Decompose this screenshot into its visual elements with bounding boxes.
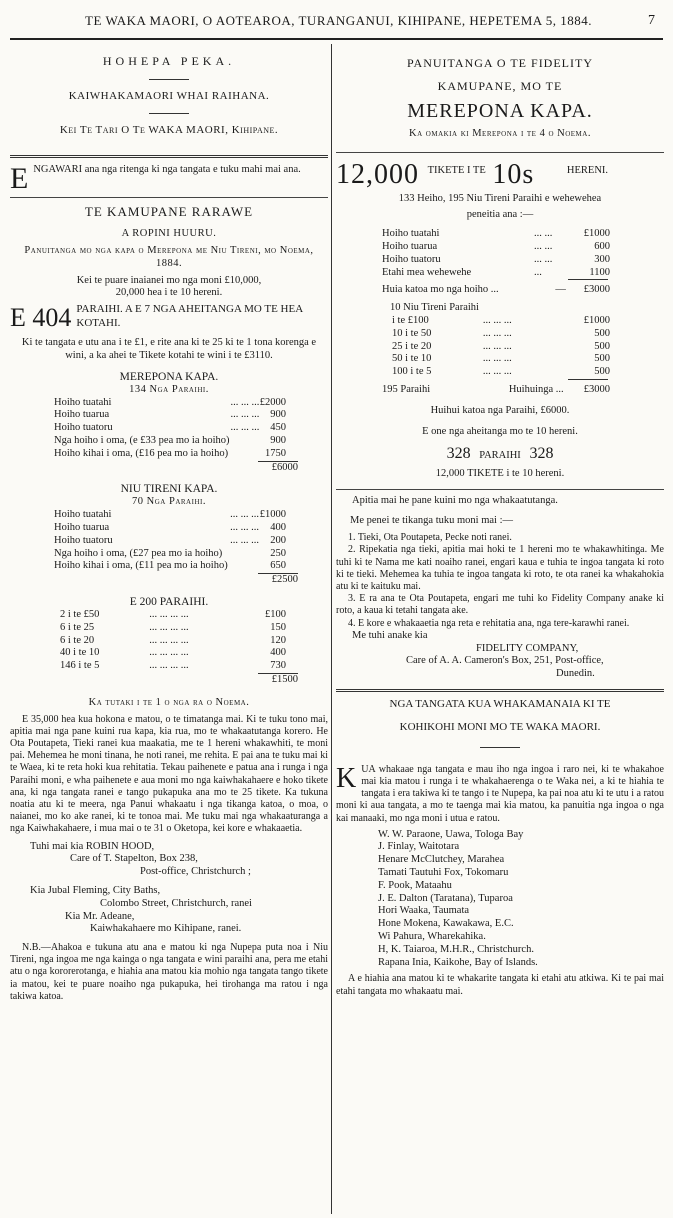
tangata-paragraph: Ki te tangata e utu ana i te £1, e rite ana ki te 25 ki te 1 tona korenga e wini, a ka ahei te Tikete kotahi te wini i te £3110. xyxy=(21,337,317,362)
careof-line: Care of A. A. Cameron's Box, 251, Post-office, xyxy=(406,655,604,667)
e200-title: E 200 PARAIHI. xyxy=(129,596,209,609)
left-column xyxy=(10,44,328,1214)
rule xyxy=(10,197,328,198)
rule xyxy=(336,489,664,490)
page-header xyxy=(18,6,659,36)
row-dots: ... ... xyxy=(533,228,553,240)
right-column xyxy=(336,44,664,1214)
row-value: £1000 xyxy=(259,509,286,521)
hoiho-rule xyxy=(568,279,608,280)
table-row xyxy=(382,267,610,280)
niu-rule xyxy=(568,379,608,380)
agent-name: Hori Waaka, Taumata xyxy=(378,905,470,917)
row-label: Hoiho kihai i oma, (£11 pea mo ia hoiho) xyxy=(54,560,228,572)
huihuinga-label: Huihuinga ... xyxy=(508,383,564,395)
table-row xyxy=(54,509,286,522)
row-label: Hoiho tuarua xyxy=(54,522,110,534)
company-title: TE KAMUPANE RARAWE xyxy=(84,204,254,220)
agent-name: Hone Mokena, Kawakawa, E.C. xyxy=(378,918,514,930)
row-value: 400 xyxy=(270,522,286,534)
niutireni-sub: 70 Nga Paraihi. xyxy=(132,496,206,508)
katutaki-line: Ka tutaki i te 1 o nga ra o Noema. xyxy=(88,696,250,708)
fidelity-title1: PANUITANGA O TE FIDELITY xyxy=(406,56,594,70)
agent-name: W. W. Paraone, Uawa, Tologa Bay xyxy=(378,828,524,840)
table-row xyxy=(60,635,286,648)
row-dots: ... ... ... ... xyxy=(149,609,189,621)
agent-name: F. Pook, Mataahu xyxy=(378,879,452,891)
drop-cap-k: K xyxy=(336,763,357,794)
item-2: 2. Ripekatia nga tieki, apitia mai hoki te 1 hereni mo te whakawhitinga. Me tuhi ki te Nama me kati noaiho ranei, engari kaua e tuhia te ingoa tangata ki roto ki te tieki. Mehemea ka tuhia te ingoa tangata ki roto, te ota ranei ka whakahokia atu ki te kaituku mai. xyxy=(336,544,664,592)
table-row xyxy=(54,422,286,435)
row-dots: ... ... ... xyxy=(230,534,259,546)
row-dots xyxy=(230,548,259,561)
paraihi-count: 195 Paraihi xyxy=(382,383,431,395)
row-dots xyxy=(231,448,260,461)
e200-total: £1500 xyxy=(258,673,298,687)
agent-name: J. E. Dalton (Taratana), Tuparoa xyxy=(378,892,513,904)
p328-line xyxy=(336,444,664,464)
table-row xyxy=(382,228,610,241)
metuhi-line: Me tuhi anake kia xyxy=(352,629,428,641)
row-value: £100 xyxy=(265,609,286,621)
fidelity-title3: MEREPONA KAPA. xyxy=(407,100,593,123)
row-value: 500 xyxy=(594,366,610,378)
double-rule xyxy=(10,155,328,158)
row-dots: ... ... ... xyxy=(482,340,512,352)
row-value: £1000 xyxy=(583,228,610,240)
row-dots: ... ... ... xyxy=(482,366,512,378)
hereni-text: HERENI. xyxy=(566,165,609,177)
row-value: 250 xyxy=(270,547,286,559)
row-value: 200 xyxy=(270,534,286,546)
row-value: 500 xyxy=(594,353,610,365)
row-dots: ... ... ... ... xyxy=(149,660,189,672)
table-row xyxy=(392,366,610,379)
tuhi-line: Tuhi mai kia ROBIN HOOD, xyxy=(30,840,155,852)
omakia-line: Ka omakia ki Merepona i te 4 o Noema. xyxy=(409,127,591,139)
table-row xyxy=(54,448,286,461)
merepona-sub: 134 Nga Paraihi. xyxy=(129,383,209,395)
row-label: Hoiho tuatahi xyxy=(382,228,440,240)
fidelity-title2: KAMUPANE, MO TE xyxy=(437,78,563,93)
e200-table xyxy=(60,609,286,673)
row-value: £1000 xyxy=(583,314,610,326)
e404-big: E 404 xyxy=(10,303,72,332)
table-row xyxy=(382,254,610,267)
table-row xyxy=(60,622,286,635)
huihuinga-value: £3000 xyxy=(583,383,610,395)
row-value: 600 xyxy=(594,240,610,252)
row-label: 10 i te 50 xyxy=(392,327,432,339)
agent-name: Rapana Inia, Kaikohe, Bay of Islands. xyxy=(378,956,538,968)
table-row xyxy=(392,353,610,366)
care-line2: Post-office, Christchurch ; xyxy=(140,866,251,878)
para1: E 35,000 hea kua hokona e matou, o te timatanga mai. Ki te tuku tono mai, apitia mai nga pane kuini rua kapa, kia rua, mo te whakaatutanga korero. He Ota Poutapeta, Tieki ranei kua maakatia, me te 1 hereni whakawhiti, te moni pai. Mehemea he moni tinana, he noti ranei, me rehita. E pai ana te tuku mai ki te Waea, ki te reta hoki kua rehitatia. Tekau paihenete e patua ana i runga i nga Paraihi moni, e wha paihenete e aua moni mo nga kaiwhakahaere e hoko tikete ana, ki nga tangata ranei e tango pukapuka ana mo te 25 tikete. Ka tukuna noatia atu ki te meera, nga Panui whakaatu i nga tikanga katoa, o moa, o naianei, mo ko ake ranei, ki te tonoa mai. Me tuku mai nga whakaaturanga a nga Kaiwhakahaere, i mua mai o te 31 o Oketopa, kei kore e whakaaetia. xyxy=(10,713,328,835)
header-rule xyxy=(10,38,663,40)
nga-tangata-title2: KOHIKOHI MONI MO TE WAKA MAORI. xyxy=(399,721,601,734)
ropini-line: A ROPINI HUURU. xyxy=(121,228,217,240)
items-list xyxy=(336,532,664,630)
agent-name: Henare McClutchey, Marahea xyxy=(378,854,505,866)
row-value: 730 xyxy=(270,660,286,672)
tikete-number: 12,000 xyxy=(336,159,419,191)
tikete-line xyxy=(336,158,664,192)
item-4: 4. E kore e whakaaetia nga reta e rehitatia ana, nga tere-karawhi ranei. xyxy=(348,617,630,629)
panui-line: Panuitanga mo nga kapa o Merepona me Niu Tireni, mo Noema, 1884. xyxy=(24,245,314,269)
p328-left: 328 xyxy=(446,445,471,463)
table-row xyxy=(392,328,610,341)
huia-dash: — xyxy=(555,284,566,296)
row-label: Hoiho tuatoru xyxy=(54,422,113,434)
apitia-line: Apitia mai he pane kuini mo nga whakaatutanga. xyxy=(352,494,558,506)
row-value: 900 xyxy=(270,409,286,421)
paraihi-total-table xyxy=(382,384,610,397)
table-row xyxy=(54,397,286,410)
row-dots: ... ... ... xyxy=(230,422,260,434)
table-row xyxy=(60,660,286,673)
table-row xyxy=(60,647,286,660)
drop-cap: E xyxy=(10,164,29,193)
row-label: Hoiho tuatoru xyxy=(382,253,441,265)
row-dots xyxy=(231,435,260,448)
merepona-total: £6000 xyxy=(258,461,298,475)
kia2-line: Kia Mr. Adeane, xyxy=(65,910,135,922)
penei-line: Me penei te tikanga tuku moni mai :— xyxy=(350,515,514,527)
merepona-title: MEREPONA KAPA. xyxy=(119,370,219,383)
row-value: 1100 xyxy=(589,266,610,278)
merepona-table xyxy=(54,397,286,461)
agent-name: Wi Pahura, Wharekahika. xyxy=(378,931,486,943)
huia-label: Huia katoa mo nga hoiho ... xyxy=(382,284,499,296)
row-label: Nga hoiho i oma, (£27 pea mo ia hoiho) xyxy=(54,547,223,559)
row-value: 650 xyxy=(270,560,286,572)
table-row xyxy=(382,241,610,254)
huia-table xyxy=(382,284,610,297)
short-rule xyxy=(149,113,189,114)
row-label: 146 i te 5 xyxy=(60,660,100,672)
niutireni-title: NIU TIRENI KAPA. xyxy=(120,483,218,496)
row-dots: ... ... ... xyxy=(230,396,260,408)
table-row xyxy=(54,435,286,448)
row-label: 6 i te 25 xyxy=(60,621,95,633)
huia-value: £3000 xyxy=(583,284,610,296)
hea-line: 20,000 hea i te 10 hereni. xyxy=(115,287,223,299)
row-dots: ... ... xyxy=(533,240,553,252)
row-label: Hoiho tuarua xyxy=(382,240,438,252)
page-number: 7 xyxy=(648,13,655,28)
row-dots: ... ... ... xyxy=(482,314,512,326)
row-dots: ... ... ... ... xyxy=(149,634,189,646)
tikete-text: TIKETE I TE xyxy=(427,165,486,177)
row-value: 400 xyxy=(270,647,286,659)
peneitia-line: peneitia ana :— xyxy=(466,209,534,221)
table-row xyxy=(392,315,610,328)
agent-name: Tamati Tautuhi Fox, Tokomaru xyxy=(378,867,509,879)
fidelity-company: FIDELITY COMPANY, xyxy=(476,642,579,654)
kua-paragraph xyxy=(336,764,664,825)
ngawari-notice xyxy=(10,164,328,192)
row-label: 50 i te 10 xyxy=(392,353,432,365)
tikete-10s: 10s xyxy=(492,159,535,191)
care-line1: Care of T. Stapelton, Box 238, xyxy=(70,853,198,865)
row-label: Etahi mea wehewehe xyxy=(382,266,472,278)
item-3: 3. E ra ana te Ota Poutapeta, engari me tuhi ko Fidelity Company anake ki roto, a kaua ki tetahi tangata ake. xyxy=(336,593,664,617)
table-row xyxy=(54,522,286,535)
row-value: 120 xyxy=(270,634,286,646)
table-row xyxy=(54,409,286,422)
nb-paragraph: N.B.—Ahakoa e tukuna atu ana e matou ki nga Nupepa puta noa i Niu Tireni, nga ingoa me nga kainga o nga tangata e wini paraihi ana, pera me etahi atu o nga kororerotanga, e hiahia ana matou kia mohio nga tangata tango tikete ia matou, kei te puare noaiho nga pukapuka, hei tirohanga ma ratou i nga takiwa katoa. xyxy=(10,942,328,1002)
double-rule xyxy=(336,689,664,692)
row-dots: ... ... ... ... xyxy=(149,647,189,659)
row-label: i te £100 xyxy=(392,314,429,326)
table-row xyxy=(60,609,286,622)
row-value: £2000 xyxy=(259,396,286,408)
row-value: 1750 xyxy=(265,447,286,459)
agent-name: H, K. Taiaroa, M.H.R., Christchurch. xyxy=(378,943,534,955)
rule xyxy=(336,152,664,153)
row-label: 40 i te 10 xyxy=(60,647,100,659)
short-rule xyxy=(149,79,189,80)
table-row xyxy=(392,341,610,354)
closing-paragraph: A e hiahia ana matou ki te whakarite tangata ki etahi atu atkiwa. Ki te pai mai etahi tangata mo whakaatu mai. xyxy=(336,973,664,997)
hohepa-title: HOHEPA PEKA. xyxy=(102,54,236,68)
niu-header: 10 Niu Tireni Paraihi xyxy=(390,302,479,314)
kia1b-line: Colombo Street, Christchurch, ranei xyxy=(100,897,252,909)
kua-text: UA whakaae nga tangata e mau iho nga ingoa i raro nei, ki te whakahoe mai kia matou i runga i te whakahaerenga o te Waka nei, a ki te hiahia te tangata i era takiwa ki te tango i te Nupepa, ka pai noa atu ki te utu i a ratou moni ki aua tangata, a mo te taenga mai kia matou, ka panuitia nga ingoa o nga kai manaaki, mo nga moni i utua e ratou. xyxy=(336,763,664,824)
short-rule xyxy=(480,747,520,748)
row-label: 25 i te 20 xyxy=(392,340,432,352)
table-row xyxy=(54,548,286,561)
row-label: Hoiho tuatahi xyxy=(54,509,112,521)
row-dots: ... ... xyxy=(533,253,553,265)
newspaper-header-title: TE WAKA MAORI, O AOTEAROA, TURANGANUI, KIHIPANE, HEPETEMA 5, 1884. xyxy=(85,13,592,28)
agent-name: J. Finlay, Waitotara xyxy=(378,841,460,853)
row-value: 150 xyxy=(270,621,286,633)
p328-right: 328 xyxy=(529,445,554,463)
row-label: Hoiho kihai i oma, (£16 pea mo ia hoiho) xyxy=(54,447,229,459)
row-dots: ... ... ... ... xyxy=(149,621,189,633)
row-dots: ... ... ... xyxy=(230,409,260,421)
hoiho-table xyxy=(382,228,610,279)
row-value: 500 xyxy=(594,327,610,339)
kaiwhakamaori-subtitle: KAIWHAKAMAORI WHAI RAIHANA. xyxy=(68,89,270,102)
kia2b-line: Kaiwhakahaere mo Kihipane, ranei. xyxy=(90,923,242,935)
e404-text: PARAIHI. A E 7 NGA AHEITANGA MO TE HEA KOTAHI. xyxy=(76,303,303,330)
table-row xyxy=(54,560,286,573)
column-divider xyxy=(331,44,332,1214)
table-row xyxy=(54,535,286,548)
heiho-line: 133 Heiho, 195 Niu Tireni Paraihi e wehewehea xyxy=(398,192,602,204)
tikete12-line: 12,000 TIKETE i te 10 hereni. xyxy=(435,467,565,479)
row-label: Hoiho tuatoru xyxy=(54,534,113,546)
row-value: 300 xyxy=(594,253,610,265)
row-dots: ... ... ... xyxy=(230,509,259,521)
row-dots: ... xyxy=(533,266,542,278)
row-dots xyxy=(230,560,259,573)
niu-table xyxy=(392,315,610,379)
huihui-line: Huihui katoa nga Paraihi, £6000. xyxy=(430,404,570,416)
row-dots: ... ... ... xyxy=(230,522,259,534)
niutireni-table xyxy=(54,509,286,573)
nga-tangata-title1: NGA TANGATA KUA WHAKAMANAIA KI TE xyxy=(389,697,611,710)
row-value: 900 xyxy=(270,435,286,447)
row-dots: ... ... ... xyxy=(482,327,512,339)
p328-text: PARAIHI xyxy=(479,450,521,462)
row-label: 2 i te £50 xyxy=(60,609,100,621)
row-value: 450 xyxy=(270,422,286,434)
row-label: Hoiho tuatahi xyxy=(54,396,112,408)
niutireni-total: £2500 xyxy=(258,573,298,587)
kia1-line: Kia Jubal Fleming, City Baths, xyxy=(30,884,161,896)
row-label: 100 i te 5 xyxy=(392,366,432,378)
agents-list xyxy=(378,829,664,970)
row-label: Hoiho tuarua xyxy=(54,409,110,421)
onenga-line: E one nga aheitanga mo te 10 hereni. xyxy=(422,425,578,437)
row-label: Nga hoiho i oma, (e £33 pea mo ia hoiho) xyxy=(54,435,230,447)
item-1: 1. Tieki, Ota Poutapeta, Pecke noti ranei. xyxy=(348,532,512,544)
tari-subtitle: Kei Te Tari O Te WAKA MAORI, Kihipane. xyxy=(59,124,279,137)
dunedin-line: Dunedin. xyxy=(556,668,595,680)
row-dots: ... ... ... xyxy=(482,353,512,365)
row-value: 500 xyxy=(594,340,610,352)
row-label: 6 i te 20 xyxy=(60,634,95,646)
e404-block xyxy=(10,303,328,331)
puare-line: Kei te puare inaianei mo nga moni £10,000, xyxy=(76,274,262,286)
notice-text: NGAWARI ana nga ritenga ki nga tangata e tuku mahi mai ana. xyxy=(33,164,301,176)
